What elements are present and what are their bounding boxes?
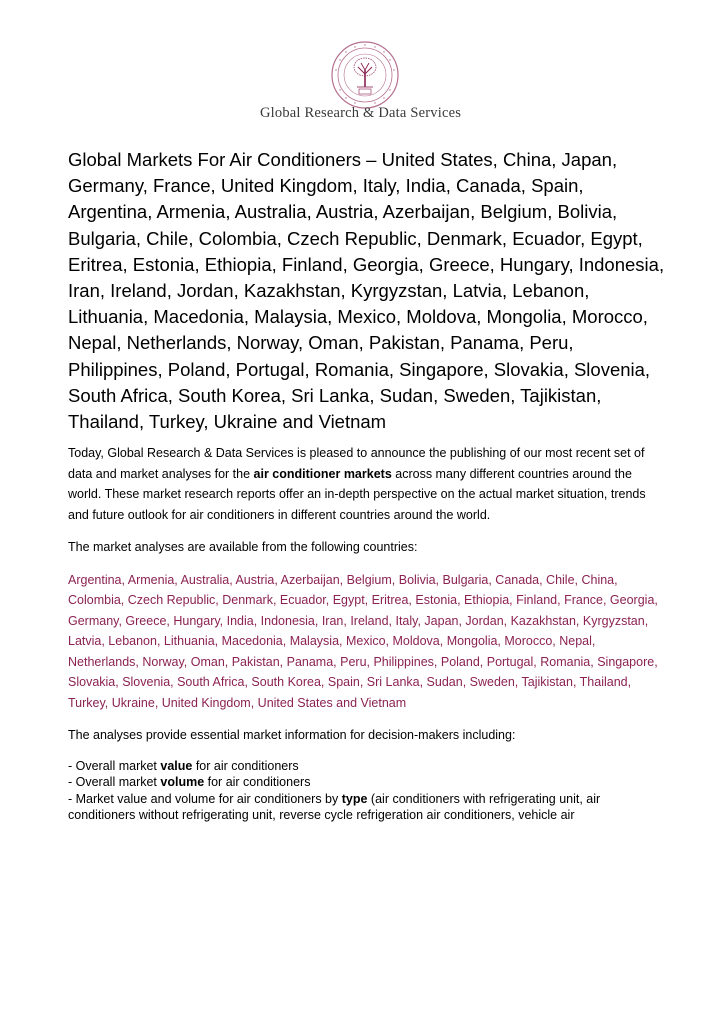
document-body [68,147,668,824]
page-title: Global Markets For Air Conditioners – United States, China, Japan, Germany, France, United Kingdom, Italy, India, Canada, Spain, Argentina, Armenia, Australia, Austria, Azerbaijan, Belgium, Bolivia, Bulgaria, Chile, Colombia, Czech Republic, Denmark, Ecuador, Egypt, Eritrea, Estonia, Ethiopia, Finland, Georgia, Greece, Hungary, Indonesia, Iran, Ireland, Jordan, Kazakhstan, Kyrgyzstan, Latvia, Lebanon, Lithuania, Macedonia, Malaysia, Mexico, Moldova, Mongolia, Morocco, Nepal, Netherlands, Norway, Oman, Pakistan, Panama, Peru, Philippines, Poland, Portugal, Romania, Singapore, Slovakia, Slovenia, South Africa, South Korea, Sri Lanka, Sudan, Sweden, Tajikistan, Thailand, Turkey, Ukraine and Vietnam [68,149,665,433]
list-item-text: (air conditioners with refrigerating unit, air conditioners without refrigerating unit, reverse cycle refrigeration air conditioners, vehicle air [68,791,601,823]
list-item-text: for air conditioners [204,775,311,790]
intro-text-end: across many different countries around the world. These market research reports offer an in-depth perspective on the actual market situation, trends and future outlook for air conditioners in different countries around the world. [68,466,646,522]
list-item-text: - Market value and volume for air conditioners by [68,791,342,806]
list-item-bold: type [341,791,368,806]
letterhead [0,0,728,130]
list-item-bold: value [160,758,193,773]
market-info-list [68,758,668,824]
intro-paragraph [68,443,668,525]
list-item [68,774,668,791]
list-item-text: - Overall market [68,758,161,773]
available-intro: The market analyses are available from the following countries: [68,540,418,555]
list-item-text: for air conditioners [192,758,299,773]
list-item [68,791,668,824]
list-item [68,758,668,775]
countries-list: Argentina, Armenia, Australia, Austria, Azerbaijan, Belgium, Bolivia, Bulgaria, Canada, Chile, China, Colombia, Czech Republic, Denmark, Ecuador, Egypt, Eritrea, Estonia, Ethiopia, Finland, France, Georgia, Germany, Greece, Hungary, India, Indonesia, Iran, Ireland, Italy, Japan, Jordan, Kazakhstan, Kyrgyzstan, Latvia, Lebanon, Lithuania, Macedonia, Malaysia, Mexico, Moldova, Mongolia, Morocco, Nepal, Netherlands, Norway, Oman, Pakistan, Panama, Peru, Philippines, Poland, Portugal, Romania, Singapore, Slovakia, Slovenia, South Africa, South Korea, Spain, Sri Lanka, Sudan, Sweden, Tajikistan, Thailand, Turkey, Ukraine, United Kingdom, United States and Vietnam [68,572,658,710]
intro-bold-term: air conditioner markets [253,466,392,481]
list-item-bold: volume [160,775,205,790]
analyses-intro: The analyses provide essential market information for decision-makers including: [68,728,516,743]
intro-text-start: Today, Global Research & Data Services is pleased to announce the publishing of our most recent set of data and market analyses for the [68,446,645,481]
company-name: Global Research & Data Services [260,105,462,121]
list-item-text: - Overall market [68,775,161,790]
tree-seal-icon [330,40,400,110]
